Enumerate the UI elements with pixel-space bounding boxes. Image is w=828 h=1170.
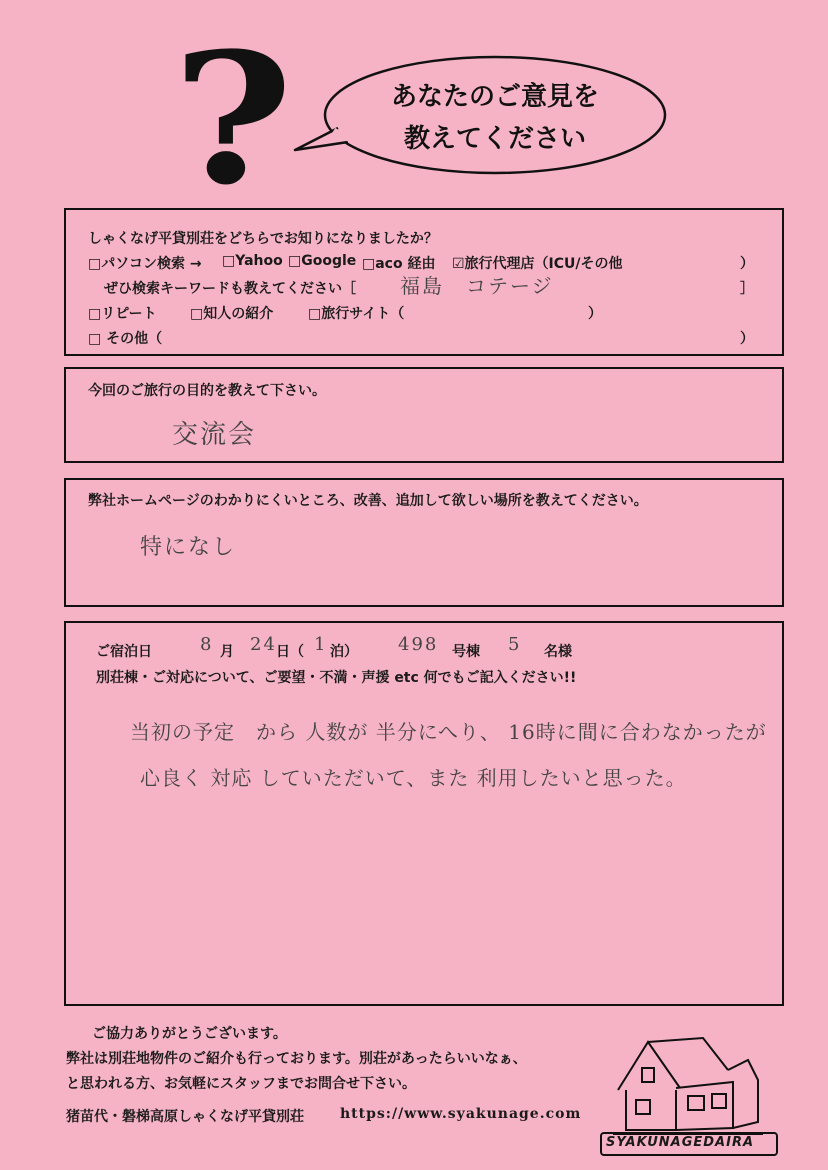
stay-date-label: ご宿泊日 <box>96 644 152 660</box>
month-label: 月 <box>220 644 234 660</box>
day-label: 日（ <box>276 644 304 660</box>
month-value: 8 <box>200 634 214 655</box>
nights-label: 泊） <box>330 644 358 660</box>
keyword-handwritten: 福島 コテージ <box>400 274 554 298</box>
other-close-paren: ） <box>740 331 754 347</box>
keyword-close-bracket: ］ <box>740 281 754 297</box>
option-travel-site[interactable]: □旅行サイト（ <box>308 306 405 322</box>
bubble-line-1: あなたのご意見を <box>390 82 599 112</box>
bubble-line-2: 教えてください <box>403 124 586 154</box>
comment-line-2: 心良く 対応 していただいて、また 利用したいと思った。 <box>140 766 687 790</box>
logo-text: SYAKUNAGEDAIRA <box>606 1135 755 1150</box>
question-mark-graphic: ? <box>172 14 294 225</box>
footer-line-3: と思われる方、お気軽にスタッフまでお問合せ下さい。 <box>66 1076 416 1092</box>
option-aco[interactable]: □aco 経由 <box>362 256 436 272</box>
agency-close-paren: ） <box>740 256 754 272</box>
purpose-answer: 交流会 <box>172 420 257 450</box>
people-label: 名様 <box>544 644 572 660</box>
stay-feedback-prompt: 別荘棟・ご対応について、ご要望・不満・声援 etc 何でもご記入ください!! <box>96 670 577 686</box>
company-name: 猪苗代・磐梯高原しゃくなげ平貸別荘 <box>66 1109 304 1125</box>
option-repeat[interactable]: □リピート <box>88 306 157 322</box>
referral-question: しゃくなげ平貸別荘をどちらでお知りになりましたか？ <box>88 231 438 247</box>
footer-line-2: 弊社は別荘地物件のご紹介も行っております。別荘があったらいいなぁ、 <box>66 1051 527 1067</box>
comment-line-1: 当初の予定 から 人数が 半分にへり、 16時に間に合わなかったが <box>130 720 767 744</box>
option-yahoo[interactable]: □Yahoo <box>222 253 283 269</box>
people-value: 5 <box>508 634 522 655</box>
option-friend-referral[interactable]: □知人の紹介 <box>190 306 274 322</box>
option-google[interactable]: □Google <box>288 253 357 269</box>
option-travel-agency[interactable]: ☑旅行代理店（ICU/その他 <box>452 256 623 272</box>
footer-thanks: ご協力ありがとうございます。 <box>92 1026 287 1042</box>
website-answer: 特になし <box>140 535 237 560</box>
keyword-label: ぜひ検索キーワードも教えてください［ <box>104 281 356 297</box>
bubble-text <box>345 76 645 160</box>
site-close-paren: ） <box>588 306 602 322</box>
cottage-logo-icon <box>608 1030 768 1140</box>
website-url[interactable]: https://www.syakunage.com <box>340 1106 582 1122</box>
option-pc-search[interactable]: □パソコン検索 → <box>88 256 202 272</box>
building-value: 498 <box>398 634 439 655</box>
nights-value: 1 <box>314 634 328 655</box>
option-other[interactable]: □ その他（ <box>88 331 163 347</box>
purpose-question: 今回のご旅行の目的を教えて下さい。 <box>88 383 326 399</box>
building-label: 号棟 <box>452 644 480 660</box>
day-value: 24 <box>250 634 277 655</box>
website-question: 弊社ホームページのわかりにくいところ、改善、追加して欲しい場所を教えてください。 <box>88 493 648 509</box>
